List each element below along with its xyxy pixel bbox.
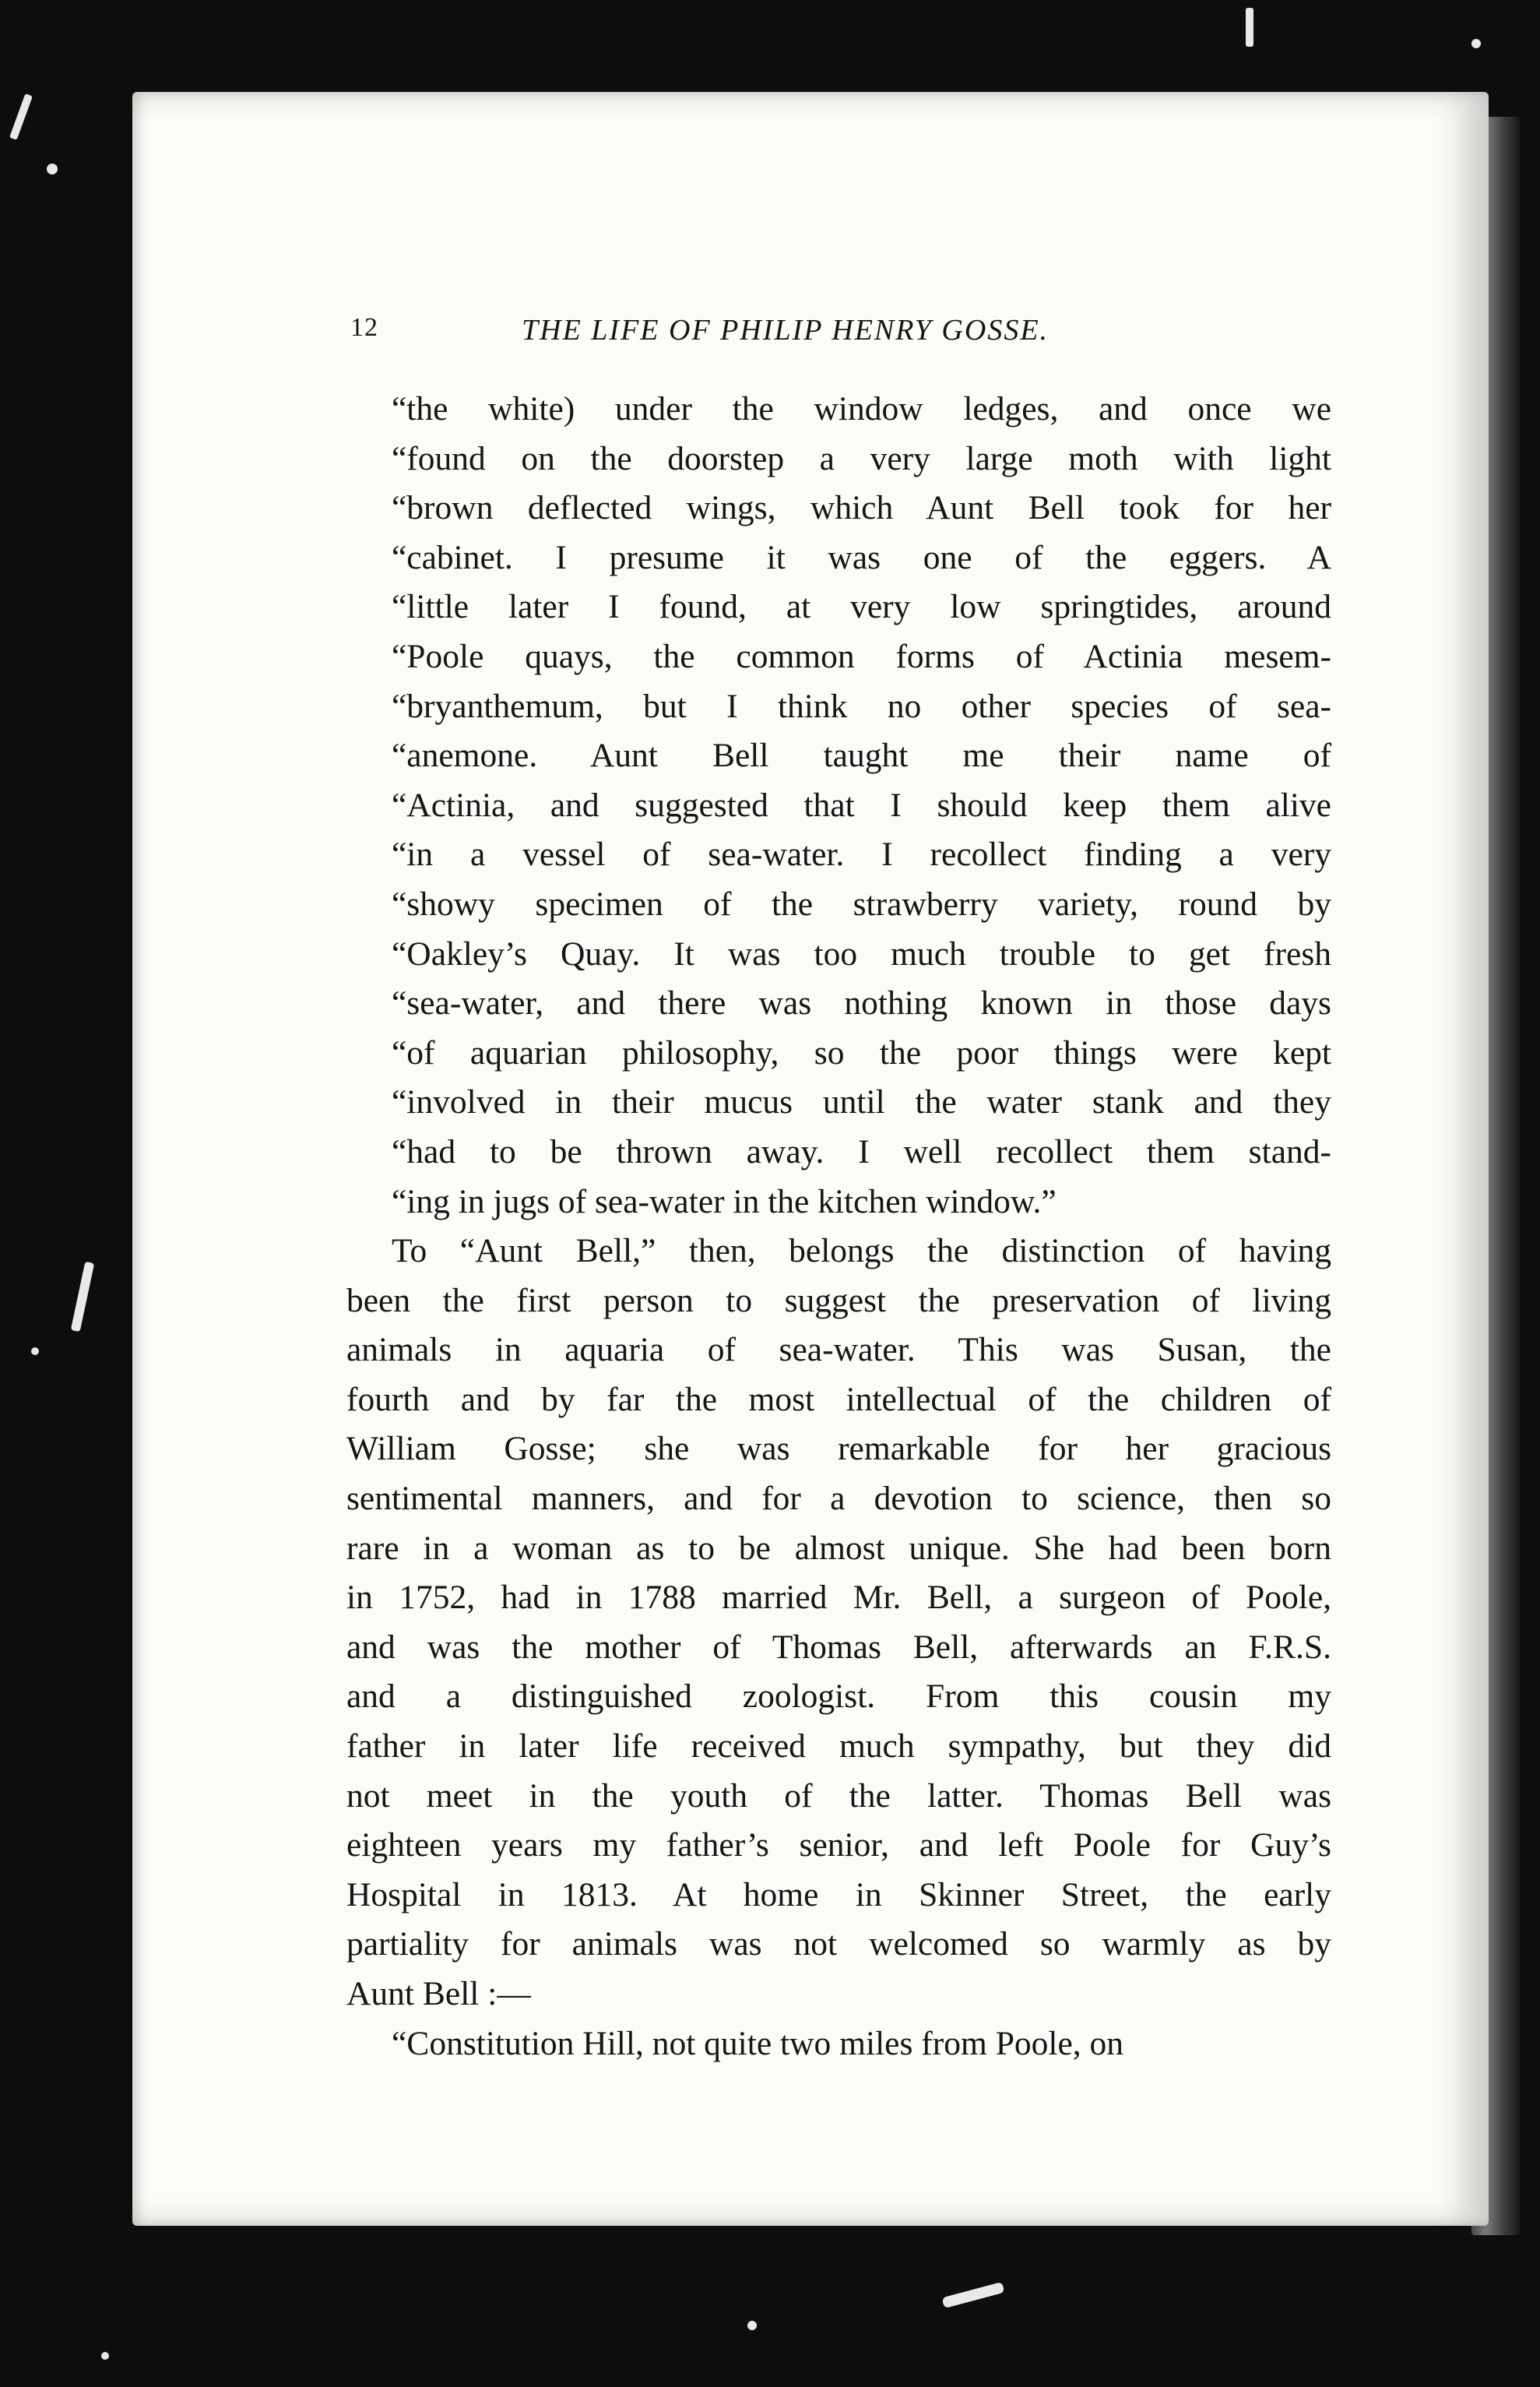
paragraph-line: To “Aunt Bell,” then, belongs the distinction of having	[392, 1232, 1331, 1270]
quote-line: “cabinet. I presume it was one of the eggers. A	[392, 538, 1331, 576]
quote-line: “ing in jugs of sea-water in the kitchen window.”	[392, 1182, 1057, 1220]
paragraph-line: fourth and by far the most intellectual of the children of	[346, 1380, 1331, 1418]
quote-line: “anemone. Aunt Bell taught me their name of	[392, 737, 1331, 775]
dust-speck	[1246, 8, 1253, 47]
dust-speck	[47, 164, 58, 174]
quote-line: “in a vessel of sea-water. I recollect finding a very	[392, 836, 1331, 874]
quote-line: “little later I found, at very low springtides, around	[392, 588, 1331, 626]
quote-line: “showy specimen of the strawberry variety, round by	[392, 885, 1331, 923]
dust-speck	[1471, 39, 1481, 48]
body-text	[346, 385, 1331, 2068]
paragraph-line: William Gosse; she was remarkable for her gracious	[346, 1430, 1331, 1468]
paragraph-line: eighteen years my father’s senior, and left Poole for Guy’s	[346, 1826, 1331, 1864]
paragraph-line: animals in aquaria of sea-water. This was Susan, the	[346, 1331, 1331, 1369]
quote-line: “the white) under the window ledges, and once we	[392, 390, 1331, 428]
paragraph-line: Aunt Bell :—	[346, 1975, 531, 2012]
paragraph-line: and was the mother of Thomas Bell, afterwards an F.R.S.	[346, 1628, 1331, 1666]
next-quote-line: “Constitution Hill, not quite two miles from Poole, on	[392, 2024, 1124, 2062]
dust-speck	[747, 2321, 757, 2330]
dust-speck	[942, 2282, 1005, 2308]
quote-line: “Oakley’s Quay. It was too much trouble to get fresh	[392, 935, 1331, 973]
paragraph-line: partiality for animals was not welcomed so warmly as by	[346, 1925, 1331, 1963]
paragraph-line: been the first person to suggest the preservation of living	[346, 1281, 1331, 1319]
quote-line: “had to be thrown away. I well recollect them stand-	[392, 1132, 1331, 1171]
paragraph-line: rare in a woman as to be almost unique. She had been born	[346, 1529, 1331, 1567]
paragraph-line: sentimental manners, and for a devotion to science, then so	[346, 1480, 1331, 1518]
quote-line: “Actinia, and suggested that I should keep them alive	[392, 786, 1331, 824]
paragraph-line: Hospital in 1813. At home in Skinner Street, the early	[346, 1875, 1331, 1913]
dust-speck	[71, 1262, 94, 1333]
quote-line: “of aquarian philosophy, so the poor things were kept	[392, 1033, 1331, 1072]
paragraph-line: father in later life received much sympathy, but they did	[346, 1727, 1331, 1766]
dust-speck	[31, 1347, 39, 1355]
quote-line: “found on the doorstep a very large moth with light	[392, 439, 1331, 477]
running-title: THE LIFE OF PHILIP HENRY GOSSE.	[522, 314, 1050, 347]
paragraph-line: not meet in the youth of the latter. Thomas Bell was	[346, 1776, 1331, 1815]
quote-line: “Poole quays, the common forms of Actinia mesem-	[392, 637, 1331, 675]
quote-line: “bryanthemum, but I think no other species of sea-	[392, 687, 1331, 725]
dust-speck	[9, 93, 33, 140]
quote-line: “brown deflected wings, which Aunt Bell took for her	[392, 489, 1331, 527]
page-number: 12	[350, 313, 378, 342]
paragraph-line: and a distinguished zoologist. From this cousin my	[346, 1678, 1331, 1716]
dust-speck	[101, 2352, 109, 2360]
page-header	[350, 313, 1347, 360]
quote-line: “sea-water, and there was nothing known in those days	[392, 984, 1331, 1023]
paragraph-line: in 1752, had in 1788 married Mr. Bell, a surgeon of Poole,	[346, 1579, 1331, 1617]
quote-line: “involved in their mucus until the water stank and they	[392, 1083, 1331, 1121]
